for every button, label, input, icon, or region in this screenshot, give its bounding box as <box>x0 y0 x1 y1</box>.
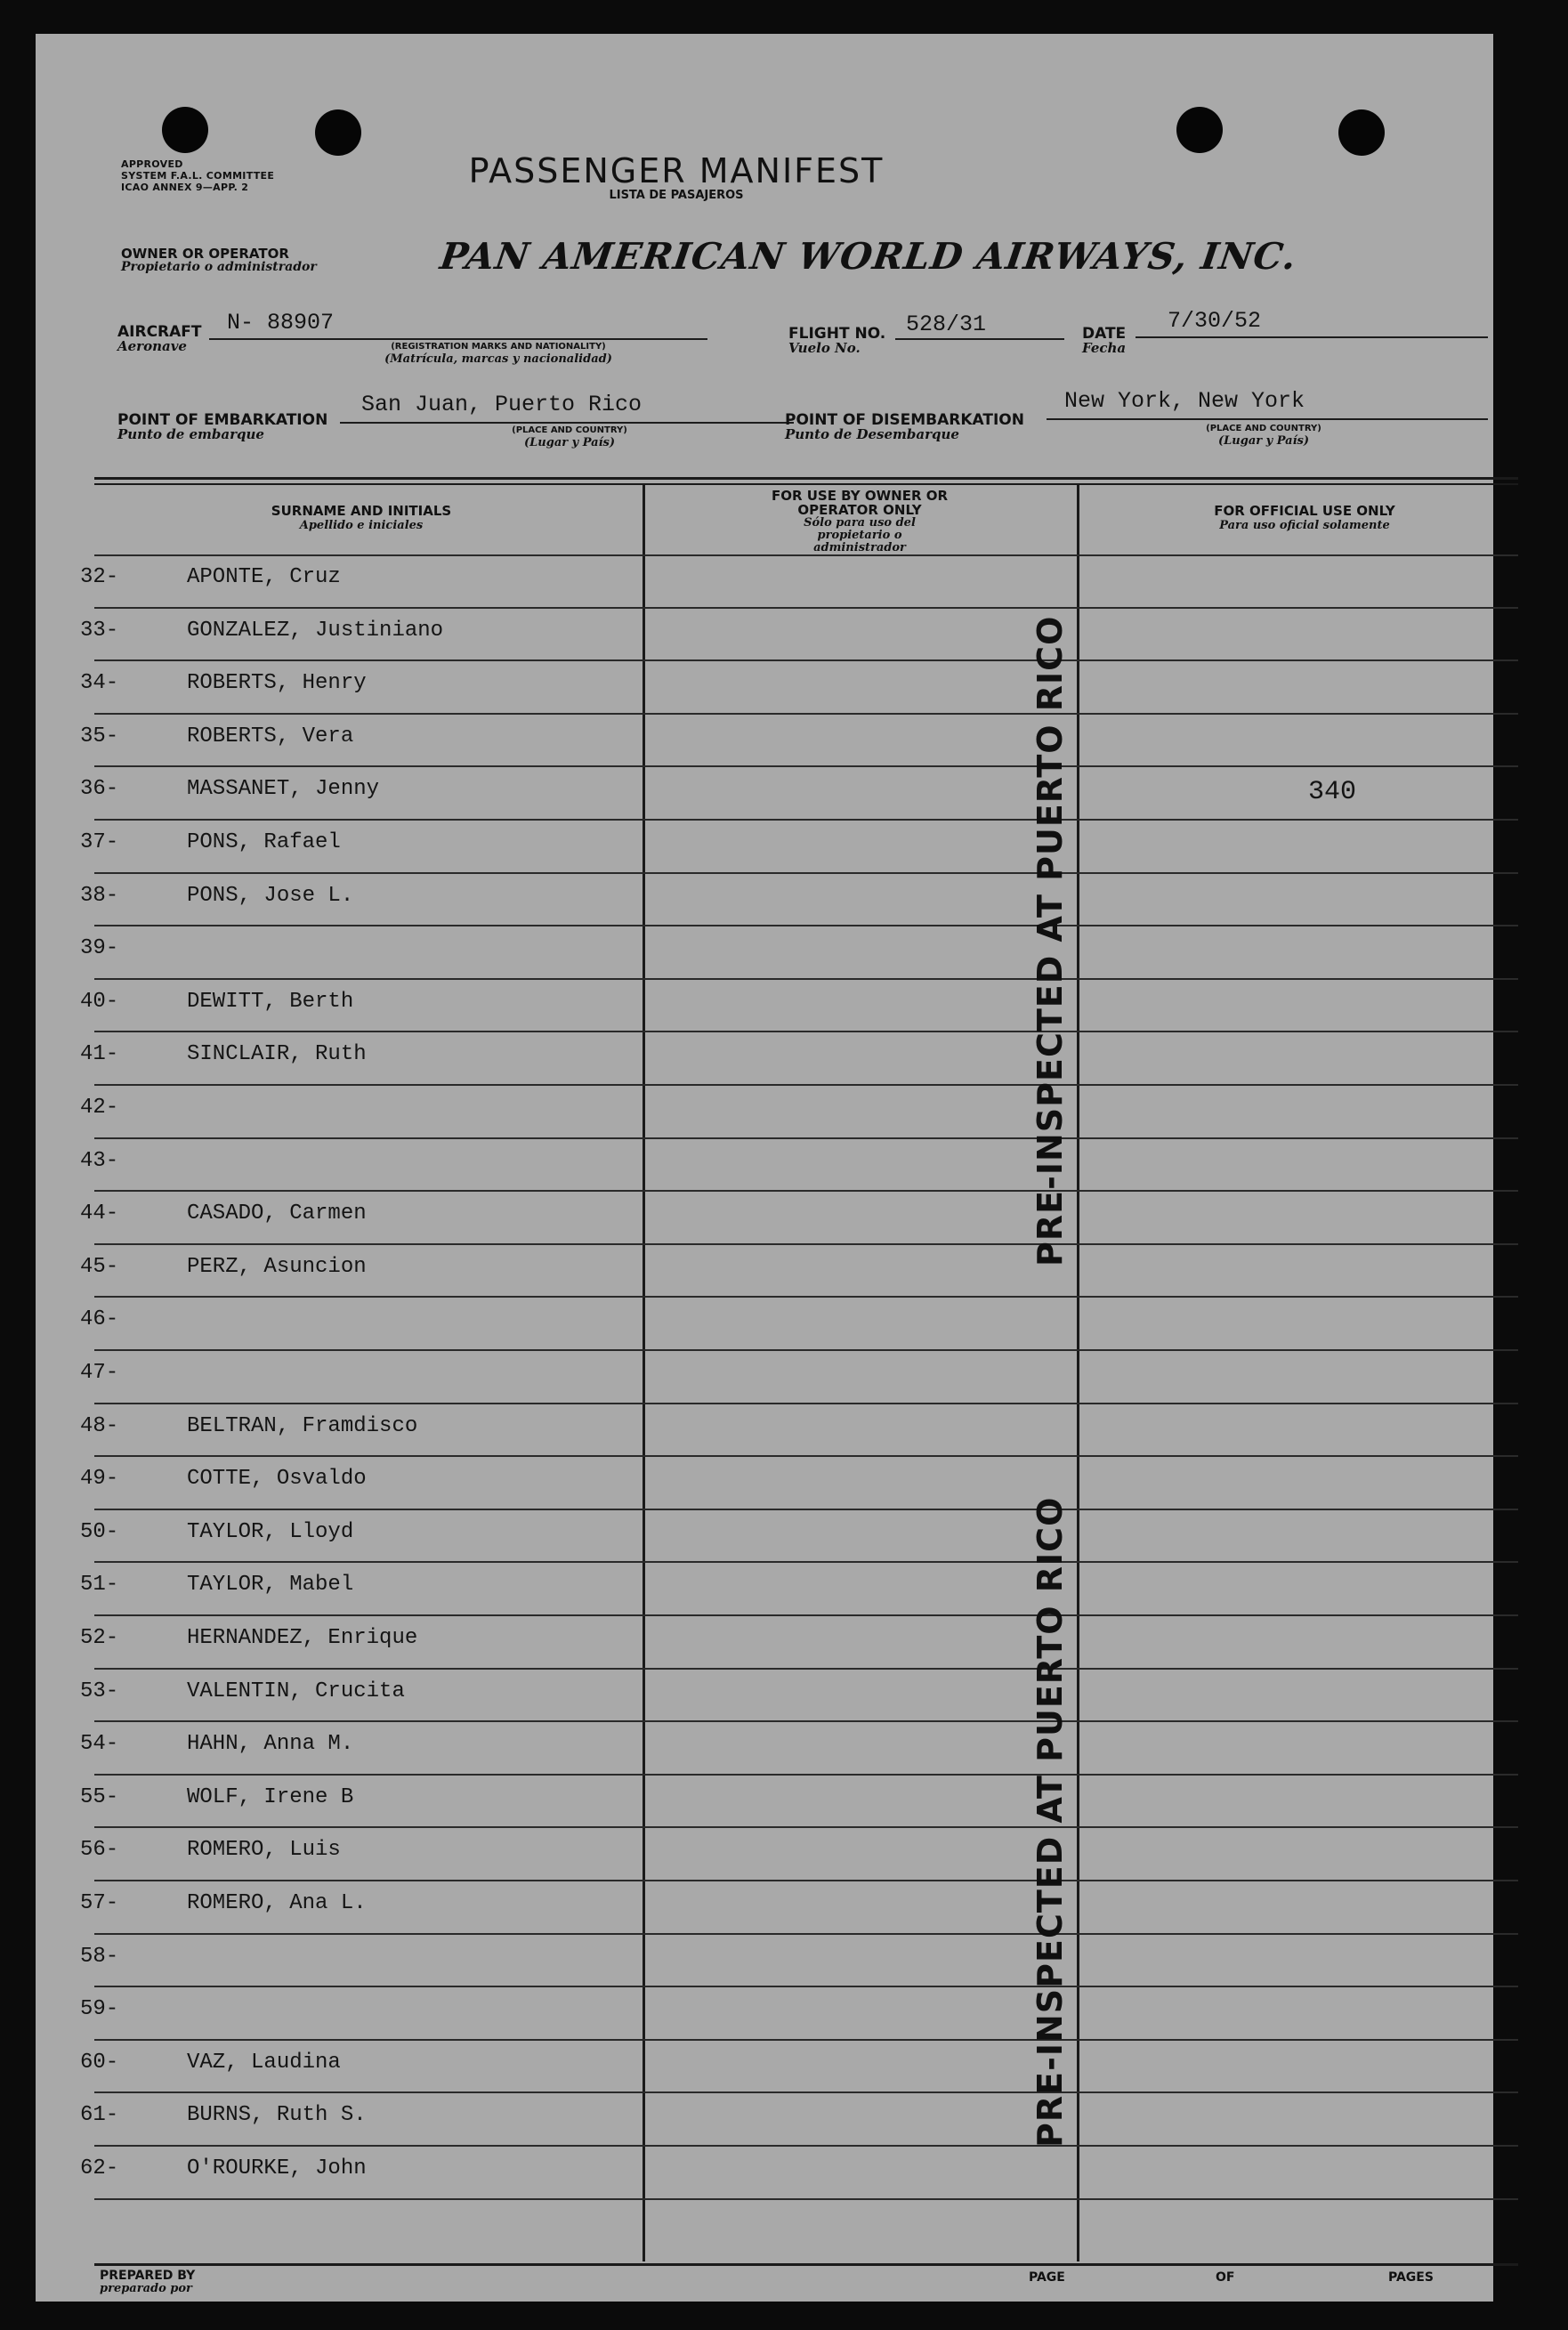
passenger-name: HERNANDEZ, Enrique <box>187 1626 418 1650</box>
row-number: 37- <box>80 830 119 854</box>
row-rule <box>94 1190 1518 1192</box>
punch-hole <box>162 107 208 153</box>
footer-divider <box>94 2263 1518 2266</box>
passenger-name: SINCLAIR, Ruth <box>187 1042 367 1067</box>
passenger-name: BELTRAN, Framdisco <box>187 1413 418 1438</box>
col-header-surname-es: Apellido e iniciales <box>299 519 424 532</box>
row-rule <box>94 765 1518 767</box>
row-rule <box>94 1403 1518 1404</box>
row-number: 42- <box>80 1096 119 1120</box>
row-rule <box>94 1137 1518 1139</box>
disembark-place-caption <box>1148 424 1379 448</box>
place-caption-es: (Lugar y País) <box>524 436 615 449</box>
row-rule <box>94 1243 1518 1245</box>
passenger-name: WOLF, Irene B <box>187 1784 354 1809</box>
page-label: PAGE <box>1029 2270 1065 2285</box>
row-number: 60- <box>80 2050 119 2075</box>
row-rule <box>94 1668 1518 1670</box>
row-number: 49- <box>80 1467 119 1492</box>
prepared-by-block <box>100 2269 195 2295</box>
passenger-name: ROMERO, Luis <box>187 1838 341 1863</box>
passenger-name: BURNS, Ruth S. <box>187 2103 367 2128</box>
row-number: 53- <box>80 1679 119 1703</box>
embark-label: POINT OF EMBARKATION <box>117 411 328 429</box>
disembark-label-block <box>785 412 1024 441</box>
flight-label-es: Vuelo No. <box>788 340 861 356</box>
passenger-name: GONZALEZ, Justiniano <box>187 618 444 643</box>
row-rule <box>94 1084 1518 1086</box>
col-header-official-en: FOR OFFICIAL USE ONLY <box>1214 503 1395 519</box>
registration-caption-es: (Matrícula, marcas y nacionalidad) <box>384 352 612 366</box>
stamp-pre-inspected: PRE-INSPECTED AT PUERTO RICO <box>1031 1496 1070 2148</box>
column-divider <box>1077 483 1079 2261</box>
col-header-surname <box>201 503 521 532</box>
pages-label: PAGES <box>1388 2270 1434 2285</box>
passenger-name: COTTE, Osvaldo <box>187 1467 367 1492</box>
col-header-surname-en: SURNAME AND INITIALS <box>271 503 452 519</box>
registration-caption-en: (REGISTRATION MARKS AND NATIONALITY) <box>391 342 606 352</box>
flight-value: 528/31 <box>906 311 987 337</box>
row-rule <box>94 713 1518 715</box>
row-number: 57- <box>80 1891 119 1915</box>
column-divider <box>643 483 645 2261</box>
disembark-value: New York, New York <box>1064 388 1305 414</box>
row-number: 47- <box>80 1361 119 1385</box>
place-caption-en: (PLACE AND COUNTRY) <box>512 425 627 435</box>
row-rule <box>94 819 1518 821</box>
row-rule <box>94 1986 1518 1987</box>
embark-underline <box>340 422 794 424</box>
title-block <box>409 153 943 202</box>
approval-line: ICAO ANNEX 9—APP. 2 <box>121 182 249 193</box>
passenger-name: PONS, Jose L. <box>187 883 354 908</box>
row-number: 33- <box>80 618 119 643</box>
punch-hole <box>1176 107 1223 153</box>
row-rule <box>94 607 1518 609</box>
row-number: 61- <box>80 2103 119 2128</box>
date-label-es: Fecha <box>1082 340 1127 356</box>
aircraft-value: N- 88907 <box>227 310 335 336</box>
place-caption-es: (Lugar y País) <box>1218 434 1309 448</box>
passenger-table <box>80 483 1518 2261</box>
row-number: 35- <box>80 724 119 748</box>
manifest-sheet <box>36 34 1493 2302</box>
flight-label-block <box>788 326 885 355</box>
owner-label-es: Propietario o administrador <box>121 260 317 274</box>
date-label-block <box>1082 326 1126 355</box>
owner-label: OWNER OR OPERATOR <box>121 246 289 262</box>
of-label: OF <box>1216 2270 1235 2285</box>
row-rule <box>94 1880 1518 1881</box>
punch-hole <box>1338 109 1385 156</box>
date-underline <box>1136 336 1488 338</box>
row-number: 45- <box>80 1254 119 1279</box>
passenger-name: PONS, Rafael <box>187 830 341 854</box>
embark-label-es: Punto de embarque <box>117 426 264 442</box>
stamp-pre-inspected: PRE-INSPECTED AT PUERTO RICO <box>1031 615 1070 1266</box>
row-rule <box>94 1614 1518 1616</box>
row-rule <box>94 1720 1518 1722</box>
row-rule <box>94 1826 1518 1828</box>
row-rule <box>94 2091 1518 2093</box>
airline-name: PAN AMERICAN WORLD AIRWAYS, INC. <box>437 235 1300 278</box>
row-number: 54- <box>80 1732 119 1757</box>
column-header-rule <box>94 554 1518 556</box>
passenger-name: DEWITT, Berth <box>187 989 354 1014</box>
punch-hole <box>315 109 361 156</box>
row-rule <box>94 2039 1518 2041</box>
row-number: 43- <box>80 1148 119 1173</box>
passenger-name: ROBERTS, Vera <box>187 724 354 748</box>
approval-line: SYSTEM F.A.L. COMMITTEE <box>121 170 275 182</box>
col-header-official-es: Para uso oficial solamente <box>1219 519 1390 532</box>
passenger-name: PERZ, Asuncion <box>187 1254 367 1279</box>
place-caption-en: (PLACE AND COUNTRY) <box>1206 424 1321 433</box>
prepared-by-label-es: preparado por <box>100 2282 192 2295</box>
row-number: 58- <box>80 1944 119 1969</box>
page-title: PASSENGER MANIFEST <box>468 151 885 190</box>
row-rule <box>94 1455 1518 1457</box>
row-rule <box>94 1509 1518 1510</box>
row-rule <box>94 872 1518 874</box>
approval-line: APPROVED <box>121 158 183 170</box>
row-rule <box>94 1031 1518 1032</box>
passenger-name: APONTE, Cruz <box>187 565 341 589</box>
embark-value: San Juan, Puerto Rico <box>361 392 643 417</box>
col-header-official <box>1118 503 1491 532</box>
row-number: 56- <box>80 1838 119 1863</box>
row-number: 59- <box>80 1997 119 2022</box>
row-number: 48- <box>80 1413 119 1438</box>
row-number: 39- <box>80 936 119 961</box>
row-rule <box>94 978 1518 980</box>
passenger-name: ROBERTS, Henry <box>187 671 367 696</box>
disembark-label: POINT OF DISEMBARKATION <box>785 411 1024 429</box>
row-number: 36- <box>80 777 119 802</box>
row-rule <box>94 1296 1518 1298</box>
row-number: 34- <box>80 671 119 696</box>
passenger-name: TAYLOR, Mabel <box>187 1573 354 1598</box>
row-rule <box>94 2145 1518 2147</box>
aircraft-underline <box>209 338 707 340</box>
official-note: 340 <box>1308 777 1357 807</box>
row-number: 32- <box>80 565 119 589</box>
passenger-name: ROMERO, Ana L. <box>187 1891 367 1915</box>
date-value: 7/30/52 <box>1168 308 1262 334</box>
aircraft-label-es: Aeronave <box>117 338 187 354</box>
row-number: 50- <box>80 1519 119 1544</box>
aircraft-label-block <box>117 324 202 353</box>
page-subtitle: LISTA DE PASAJEROS <box>609 189 744 202</box>
passenger-name: VAZ, Laudina <box>187 2050 341 2075</box>
passenger-name: TAYLOR, Lloyd <box>187 1519 354 1544</box>
row-rule <box>94 1349 1518 1351</box>
flight-label: FLIGHT NO. <box>788 325 886 343</box>
aircraft-label: AIRCRAFT <box>117 323 202 341</box>
row-rule <box>94 1933 1518 1935</box>
row-number: 41- <box>80 1042 119 1067</box>
passenger-name: MASSANET, Jenny <box>187 777 380 802</box>
passenger-name: HAHN, Anna M. <box>187 1732 354 1757</box>
row-rule <box>94 1774 1518 1776</box>
col-header-operator-es: Sólo para uso del propietario o administrador <box>804 516 916 554</box>
col-header-operator-en: FOR USE BY OWNER OR OPERATOR ONLY <box>771 488 949 518</box>
col-header-operator <box>682 489 1038 554</box>
header-divider <box>94 477 1518 480</box>
embark-place-caption <box>454 425 685 449</box>
row-number: 44- <box>80 1201 119 1226</box>
row-number: 38- <box>80 883 119 908</box>
row-number: 51- <box>80 1573 119 1598</box>
row-rule <box>94 925 1518 926</box>
disembark-label-es: Punto de Desembarque <box>785 426 959 442</box>
passenger-name: O'ROURKE, John <box>187 2156 367 2180</box>
row-number: 46- <box>80 1307 119 1332</box>
row-number: 62- <box>80 2156 119 2180</box>
row-rule <box>94 659 1518 661</box>
passenger-name: VALENTIN, Crucita <box>187 1679 405 1703</box>
row-number: 52- <box>80 1626 119 1650</box>
row-number: 40- <box>80 989 119 1014</box>
registration-caption <box>338 342 659 366</box>
owner-label-block <box>121 247 317 274</box>
approval-note <box>121 158 274 193</box>
prepared-by-label: PREPARED BY <box>100 2269 196 2283</box>
row-number: 55- <box>80 1784 119 1809</box>
embark-label-block <box>117 412 327 441</box>
date-label: DATE <box>1082 325 1127 343</box>
passenger-name: CASADO, Carmen <box>187 1201 367 1226</box>
row-rule <box>94 2198 1518 2200</box>
disembark-underline <box>1047 418 1488 420</box>
flight-underline <box>895 338 1064 340</box>
row-rule <box>94 1561 1518 1563</box>
